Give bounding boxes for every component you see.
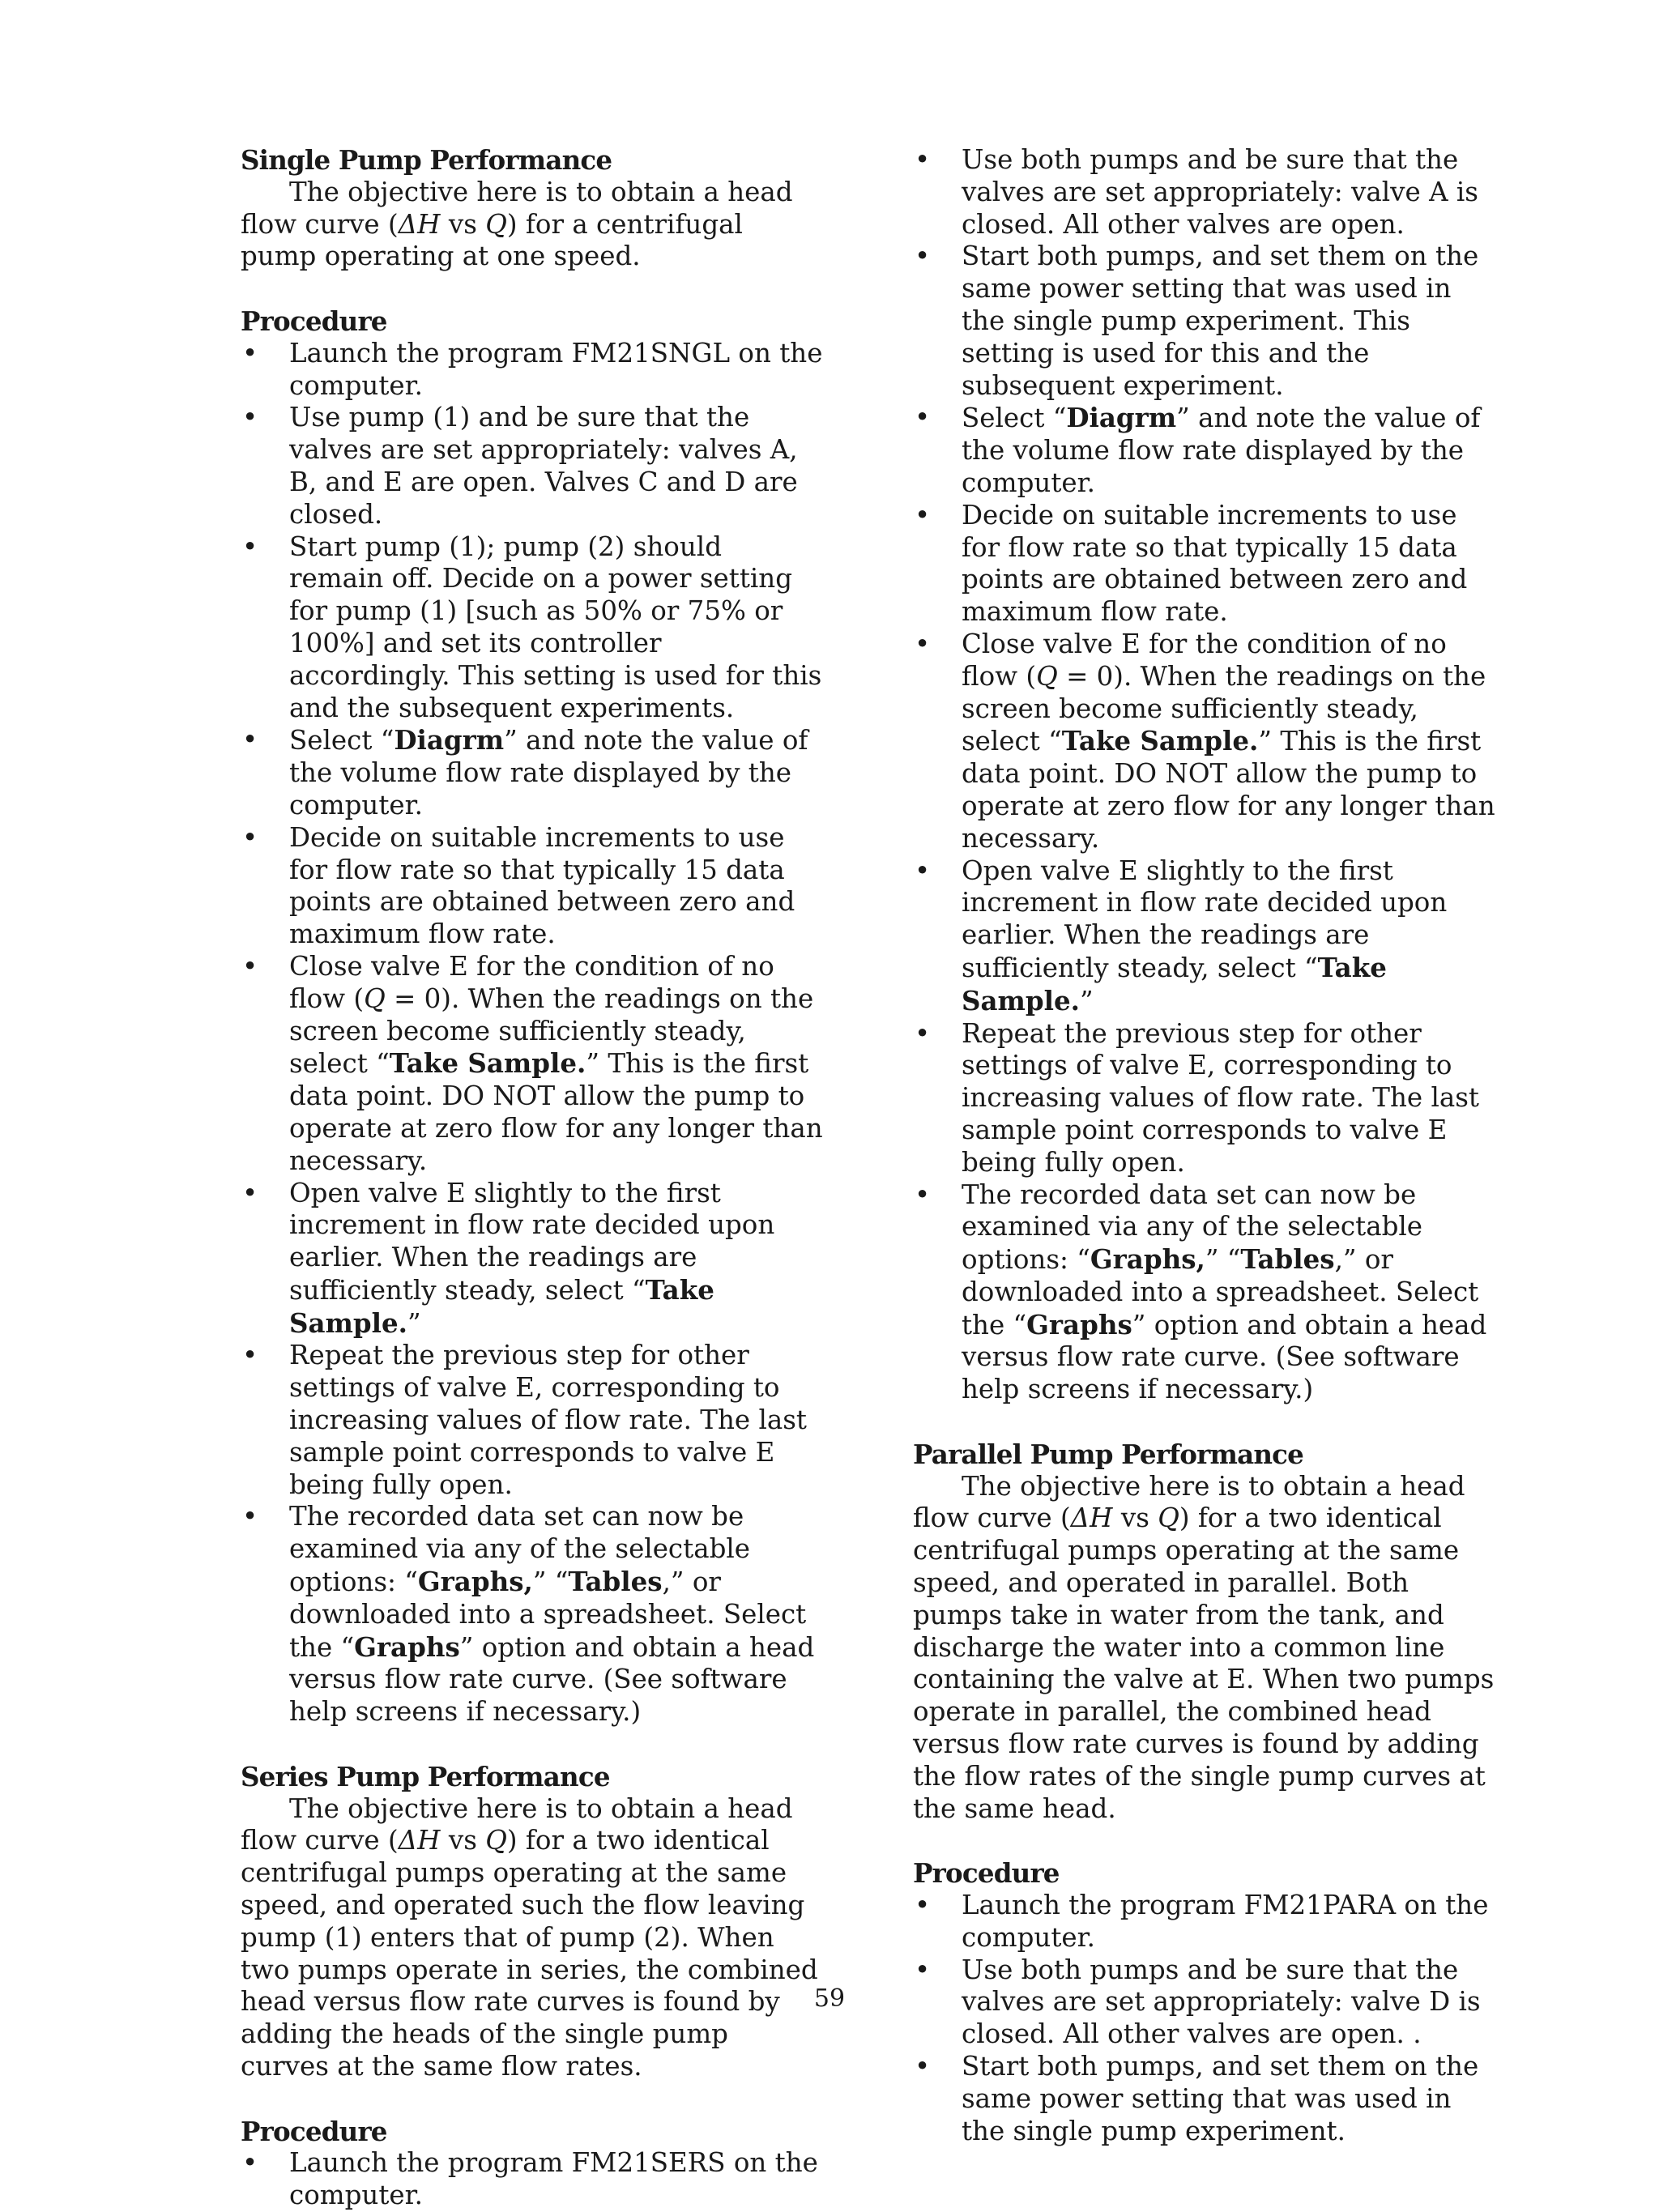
paragraph-parallel-objective <box>913 1471 1496 1826</box>
list-item <box>913 1179 1496 1407</box>
left-column <box>241 144 824 2212</box>
symbol-q: Q <box>1036 660 1058 692</box>
text-run: ” “ <box>532 1566 569 1598</box>
list-item: • Repeat the previous step for other settings of valve E, corresponding to increasing values of flow rate. The last sample point corresponds to valve E being fully open. <box>241 1340 824 1501</box>
text-run: = 0). When the readings on the screen become sufficiently steady, select “ <box>289 982 814 1080</box>
text-run: ” <box>1079 985 1094 1016</box>
text-run: ” and note the value of the volume flow rate displayed by the computer. <box>289 725 808 820</box>
list-item: • Decide on suitable increments to use for flow rate so that typically 15 data points are obtained between zero and maximum flow rate. <box>913 500 1496 629</box>
text-run: The objective here is to obtain a head flow curve ( <box>241 176 793 240</box>
list-item: • Launch the program FM21SERS on the computer. <box>241 2147 824 2212</box>
procedure-heading-series: Procedure <box>241 2115 387 2147</box>
text-run: ) for a centrifugal pump operating at one speed. <box>241 208 743 272</box>
symbol-delta-h: ΔH <box>1070 1502 1113 1534</box>
paragraph-series-objective <box>241 1793 824 2083</box>
option-take-sample: Take Sample. <box>962 951 1387 1016</box>
text-run: ,” or downloaded into a spreadsheet. Select the “ <box>289 1566 807 1663</box>
symbol-q: Q <box>485 208 507 240</box>
text-run: vs <box>1112 1502 1158 1534</box>
text-run: The objective here is to obtain a head flow curve ( <box>913 1470 1465 1534</box>
list-item: • Start both pumps, and set them on the same power setting that was used in the single pump experiment. <box>913 2051 1496 2147</box>
text-run: The objective here is to obtain a head flow curve ( <box>241 1792 793 1856</box>
list-item: • Use pump (1) and be sure that the valves are set appropriately: valves A, B, and E are open. Valves C and D are closed. <box>241 402 824 531</box>
list-item <box>241 1178 824 1340</box>
text-run: Select “ <box>962 403 1067 434</box>
list-item <box>913 855 1496 1018</box>
section-heading-series: Series Pump Performance <box>241 1760 610 1792</box>
procedure-list-series-continued <box>913 144 1496 1406</box>
text-run: Select “ <box>289 725 394 757</box>
list-item <box>241 1501 824 1728</box>
list-item: • Start both pumps, and set them on the same power setting that was used in the single pump experiment. This setting is used for this and the subsequent experiment. <box>913 241 1496 402</box>
list-item <box>241 951 824 1178</box>
text-run: ) for a two identical centrifugal pumps operating at the same speed, and operated in parallel. Both pumps take in water from the tank, and discharge the water into a common line containing the valve at E. When two pumps operate in parallel, the combined head versus flow rate curves is found by adding the flow rates of the single pump curves at the same head. <box>913 1502 1495 1824</box>
option-tables: Tables <box>568 1566 663 1598</box>
symbol-q: Q <box>485 1825 507 1856</box>
list-item: • Repeat the previous step for other settings of valve E, corresponding to increasing values of flow rate. The last sample point corresponds to valve E being fully open. <box>913 1018 1496 1179</box>
text-run: vs <box>440 208 486 240</box>
text-run: Close valve E for the condition of no flow ( <box>289 950 774 1014</box>
procedure-heading-single: Procedure <box>241 305 387 337</box>
option-take-sample: Take Sample. <box>289 1273 714 1339</box>
text-run: ” This is the first data point. DO NOT allow the pump to operate at zero flow for any longer than necessary. <box>962 726 1495 854</box>
paragraph-single-objective <box>241 177 824 273</box>
text-run: ) for a two identical centrifugal pumps operating at the same speed, and operated such the flow leaving pump (1) enters that of pump (2). When two pumps operate in series, the combined head versus flow rate curves is found by adding the heads of the single pump curves at the same flow rates. <box>241 1825 818 2082</box>
list-item: • Launch the program FM21PARA on the computer. <box>913 1890 1496 1954</box>
right-column <box>913 144 1496 2147</box>
procedure-list-single <box>241 338 824 1728</box>
text-run: ” <box>407 1307 421 1339</box>
section-heading-single: Single Pump Performance <box>241 144 612 176</box>
text-run: ” option and obtain a head versus flow rate curve. (See software help screens if necessary.) <box>289 1631 815 1728</box>
text-run: ” This is the first data point. DO NOT allow the pump to operate at zero flow for any longer than necessary. <box>289 1048 823 1176</box>
text-run: ” and note the value of the volume flow rate displayed by the computer. <box>962 403 1481 498</box>
symbol-delta-h: ΔH <box>398 1825 441 1856</box>
list-item: • Use both pumps and be sure that the valves are set appropriately: valve A is closed. All other valves are open. <box>913 144 1496 241</box>
option-graphs: Graphs <box>1026 1308 1132 1340</box>
list-item <box>241 724 824 821</box>
text-run: The recorded data set can now be examined via any of the selectable options: “ <box>289 1501 751 1598</box>
option-graphs: Graphs <box>354 1630 460 1663</box>
list-item <box>913 629 1496 855</box>
text-run: vs <box>440 1825 486 1856</box>
symbol-q: Q <box>1158 1502 1179 1534</box>
option-diagrm: Diagrm <box>1066 402 1177 434</box>
text-run: ” “ <box>1205 1244 1241 1276</box>
text-run: Close valve E for the condition of no flow ( <box>962 628 1447 692</box>
option-graphs: Graphs, <box>1090 1243 1205 1276</box>
option-graphs: Graphs, <box>417 1566 533 1598</box>
symbol-delta-h: ΔH <box>398 208 441 240</box>
procedure-list-parallel <box>913 1890 1496 2147</box>
text-run: ” option and obtain a head versus flow rate curve. (See software help screens if necessary.) <box>962 1309 1487 1405</box>
option-take-sample: Take Sample. <box>389 1047 586 1080</box>
list-item: • Decide on suitable increments to use for flow rate so that typically 15 data points are obtained between zero and maximum flow rate. <box>241 822 824 951</box>
text-run: Open valve E slightly to the first increment in flow rate decided upon earlier. When the readings are sufficiently steady, select “ <box>289 1177 775 1306</box>
text-run: ,” or downloaded into a spreadsheet. Select the “ <box>962 1244 1479 1340</box>
page-number: 59 <box>813 1984 846 2013</box>
option-take-sample: Take Sample. <box>1061 725 1259 757</box>
section-heading-parallel: Parallel Pump Performance <box>913 1438 1304 1470</box>
list-item <box>913 402 1496 499</box>
list-item: • Use both pumps and be sure that the valves are set appropriately: valve D is closed. All other valves are open. . <box>913 1954 1496 2051</box>
option-diagrm: Diagrm <box>394 724 505 757</box>
procedure-list-series <box>241 2147 824 2212</box>
option-tables: Tables <box>1240 1243 1335 1276</box>
text-run: Open valve E slightly to the first increment in flow rate decided upon earlier. When the readings are sufficiently steady, select “ <box>962 855 1448 983</box>
procedure-heading-parallel: Procedure <box>913 1857 1060 1890</box>
symbol-q: Q <box>364 982 386 1014</box>
list-item: • Start pump (1); pump (2) should remain off. Decide on a power setting for pump (1) [such as 50% or 75% or 100%] and set its controller accordingly. This setting is used for this and the subsequent experiments. <box>241 531 824 725</box>
text-run: = 0). When the readings on the screen become sufficiently steady, select “ <box>962 660 1486 757</box>
text-run: The recorded data set can now be examined via any of the selectable options: “ <box>962 1178 1423 1276</box>
list-item: • Launch the program FM21SNGL on the computer. <box>241 338 824 403</box>
